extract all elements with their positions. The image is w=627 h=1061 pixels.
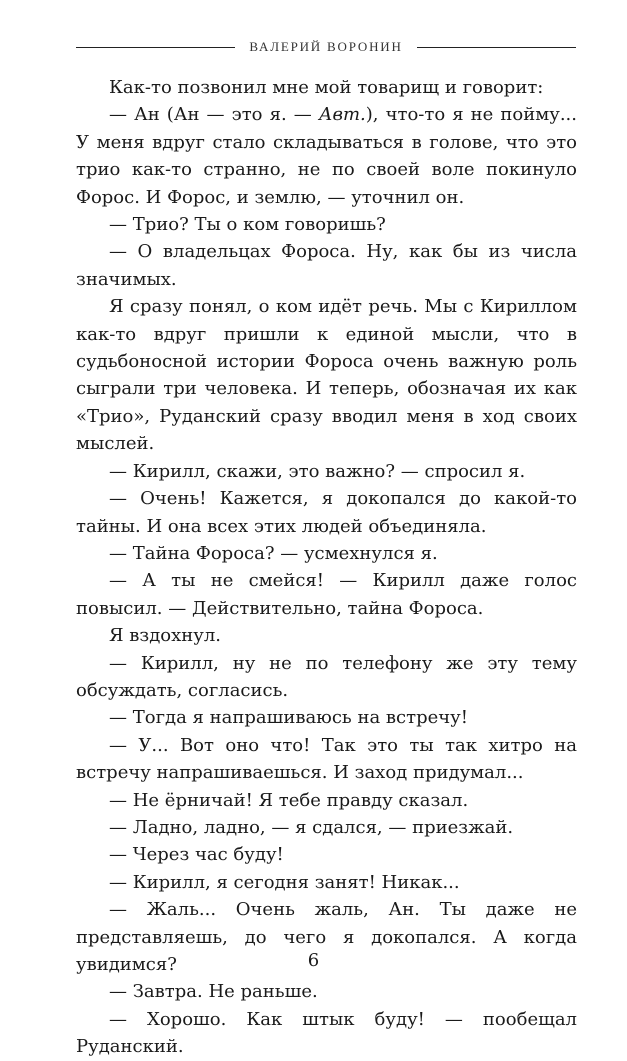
paragraph: — Хорошо. Как штык буду! — пообещал Руданский. <box>76 1008 577 1058</box>
body-text <box>76 74 577 1061</box>
paragraph: Я вздохнул. <box>109 625 222 647</box>
paragraph: — Через час буду! <box>109 844 284 866</box>
paragraph: — У... Вот оно что! Так это ты так хитро на встречу напрашиваешься. И заход придумал... <box>76 734 577 784</box>
paragraph: — Трио? Ты о ком говоришь? <box>109 214 386 236</box>
header-rule-left <box>76 47 235 48</box>
paragraph: — Завтра. Не раньше. <box>109 981 318 1003</box>
running-header <box>76 36 576 58</box>
paragraph: — О владельцах Фороса. Ну, как бы из числа значимых. <box>76 241 577 290</box>
header-rule-right <box>417 47 576 48</box>
paragraph: — Кирилл, ну не по телефону же эту тему обсуждать, согласись. <box>76 652 577 701</box>
paragraph: — Не ёрничай! Я тебе правду сказал. <box>109 789 469 811</box>
paragraph: — Ладно, ладно, — я сдался, — приезжай. <box>109 816 514 838</box>
author-note-abbrev: Авт. <box>318 104 366 126</box>
paragraph: — Ан (Ан — это я. — Авт.), что-то я не пойму... У меня вдруг стало складываться в голове, что это трио как-то странно, не по своей воле покинуло Форос. И Форос, и землю, — уточнил он. <box>76 104 578 208</box>
paragraph: Я сразу понял, о ком идёт речь. Мы с Кириллом как-то вдруг пришли к единой мысли, что в судьбоносной истории Фороса очень важную роль сыграли три человека. И теперь, обозначая их как «Трио», Руданский сразу вводил меня в ход своих мыслей. <box>76 296 577 455</box>
page-number: 6 <box>307 950 320 971</box>
paragraph: — Кирилл, я сегодня занят! Никак... <box>109 871 460 893</box>
paragraph: — Жаль... Очень жаль, Ан. Ты даже не представляешь, до чего я докопался. А когда увидимся? <box>76 899 577 975</box>
paragraph: — Очень! Кажется, я докопался до какой-то тайны. И она всех этих людей объединяла. <box>76 488 577 537</box>
paragraph: — Тайна Фороса? — усмехнулся я. <box>109 542 438 564</box>
running-head-author: ВАЛЕРИЙ ВОРОНИН <box>249 39 403 54</box>
paragraph: — Кирилл, скажи, это важно? — спросил я. <box>109 460 526 482</box>
paragraph: — А ты не смейся! — Кирилл даже голос повысил. — Действительно, тайна Фороса. <box>76 570 577 619</box>
paragraph: — Тогда я напрашиваюсь на встречу! <box>109 707 468 729</box>
paragraph: Как-то позвонил мне мой товарищ и говорит: <box>109 77 544 98</box>
